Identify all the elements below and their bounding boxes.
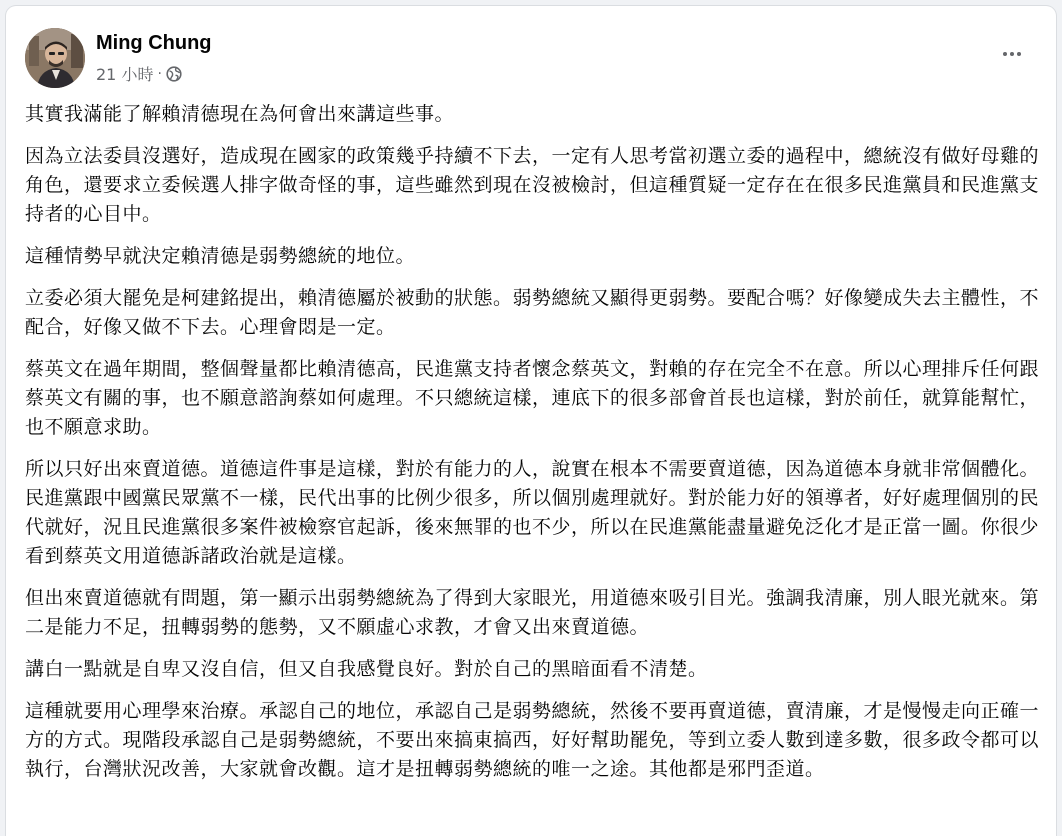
post-timestamp[interactable]: 21 小時 [96,65,154,84]
post-paragraph: 蔡英文在過年期間，整個聲量都比賴清德高，民進黨支持者懷念蔡英文，對賴的存在完全不在意。所以心理排斥任何跟蔡英文有關的事，也不願意諮詢蔡如何處理。不只總統這樣，連底下的很多部會首長也這樣，對於前任，就算能幫忙，也不願意求助。 [25,358,1040,438]
more-options-icon[interactable] [994,44,1030,64]
post-paragraph: 這種情勢早就決定賴清德是弱勢總統的地位。 [25,245,416,267]
post-header [6,6,1056,92]
post-paragraph: 因為立法委員沒選好，造成現在國家的政策幾乎持續不下去，一定有人思考當初選立委的過程中，總統沒有做好母雞的角色，還要求立委候選人排字做奇怪的事，這些雖然到現在沒被檢討，但這種質疑一定存在在很多民進黨員和民進黨支持者的心目中。 [25,145,1040,225]
meta-separator: · [157,65,162,82]
more-dot-2 [1010,52,1014,56]
post-body [25,100,1039,797]
post-card [6,6,1056,836]
post-paragraph: 這種就要用心理學來治療。承認自己的地位，承認自己是弱勢總統，然後不要再賣道德，賣清廉，才是慢慢走向正確一方的方式。現階段承認自己是弱勢總統，不要出來搞東搞西，好好幫助罷免，等到立委人數到達多數，很多政令都可以執行，台灣狀況改善，大家就會改觀。這才是扭轉弱勢總統的唯一之途。其他都是邪門歪道。 [25,700,1040,780]
post-paragraph: 講白一點就是自卑又沒自信，但又自我感覺良好。對於自己的黑暗面看不清楚。 [25,658,708,680]
more-dot-1 [1003,52,1007,56]
post-paragraph: 其實我滿能了解賴清德現在為何會出來講這些事。 [25,103,455,125]
globe-icon[interactable] [166,66,182,82]
author-name[interactable]: Ming Chung [96,32,212,54]
avatar-photo-icon [25,28,85,88]
post-paragraph: 立委必須大罷免是柯建銘提出，賴清德屬於被動的狀態。弱勢總統又顯得更弱勢。要配合嗎？好像變成失去主體性，不配合，好像又做不下去。心理會悶是一定。 [25,287,1040,338]
more-dot-3 [1017,52,1021,56]
post-meta [96,62,182,85]
post-paragraph: 但出來賣道德就有問題，第一顯示出弱勢總統為了得到大家眼光，用道德來吸引目光。強調我清廉，別人眼光就來。第二是能力不足，扭轉弱勢的態勢，又不願虛心求教，才會又出來賣道德。 [25,587,1040,638]
post-paragraph: 所以只好出來賣道德。道德這件事是這樣，對於有能力的人，說實在根本不需要賣道德，因為道德本身就非常個體化。民進黨跟中國黨民眾黨不一樣，民代出事的比例少很多，所以個別處理就好。對於能力好的領導者，好好處理個別的民代就好，況且民進黨很多案件被檢察官起訴，後來無罪的也不少，所以在民進黨能盡量避免泛化才是正當一圖。你很少看到蔡英文用道德訴諸政治就是這樣。 [25,458,1040,567]
author-avatar[interactable] [25,28,85,88]
